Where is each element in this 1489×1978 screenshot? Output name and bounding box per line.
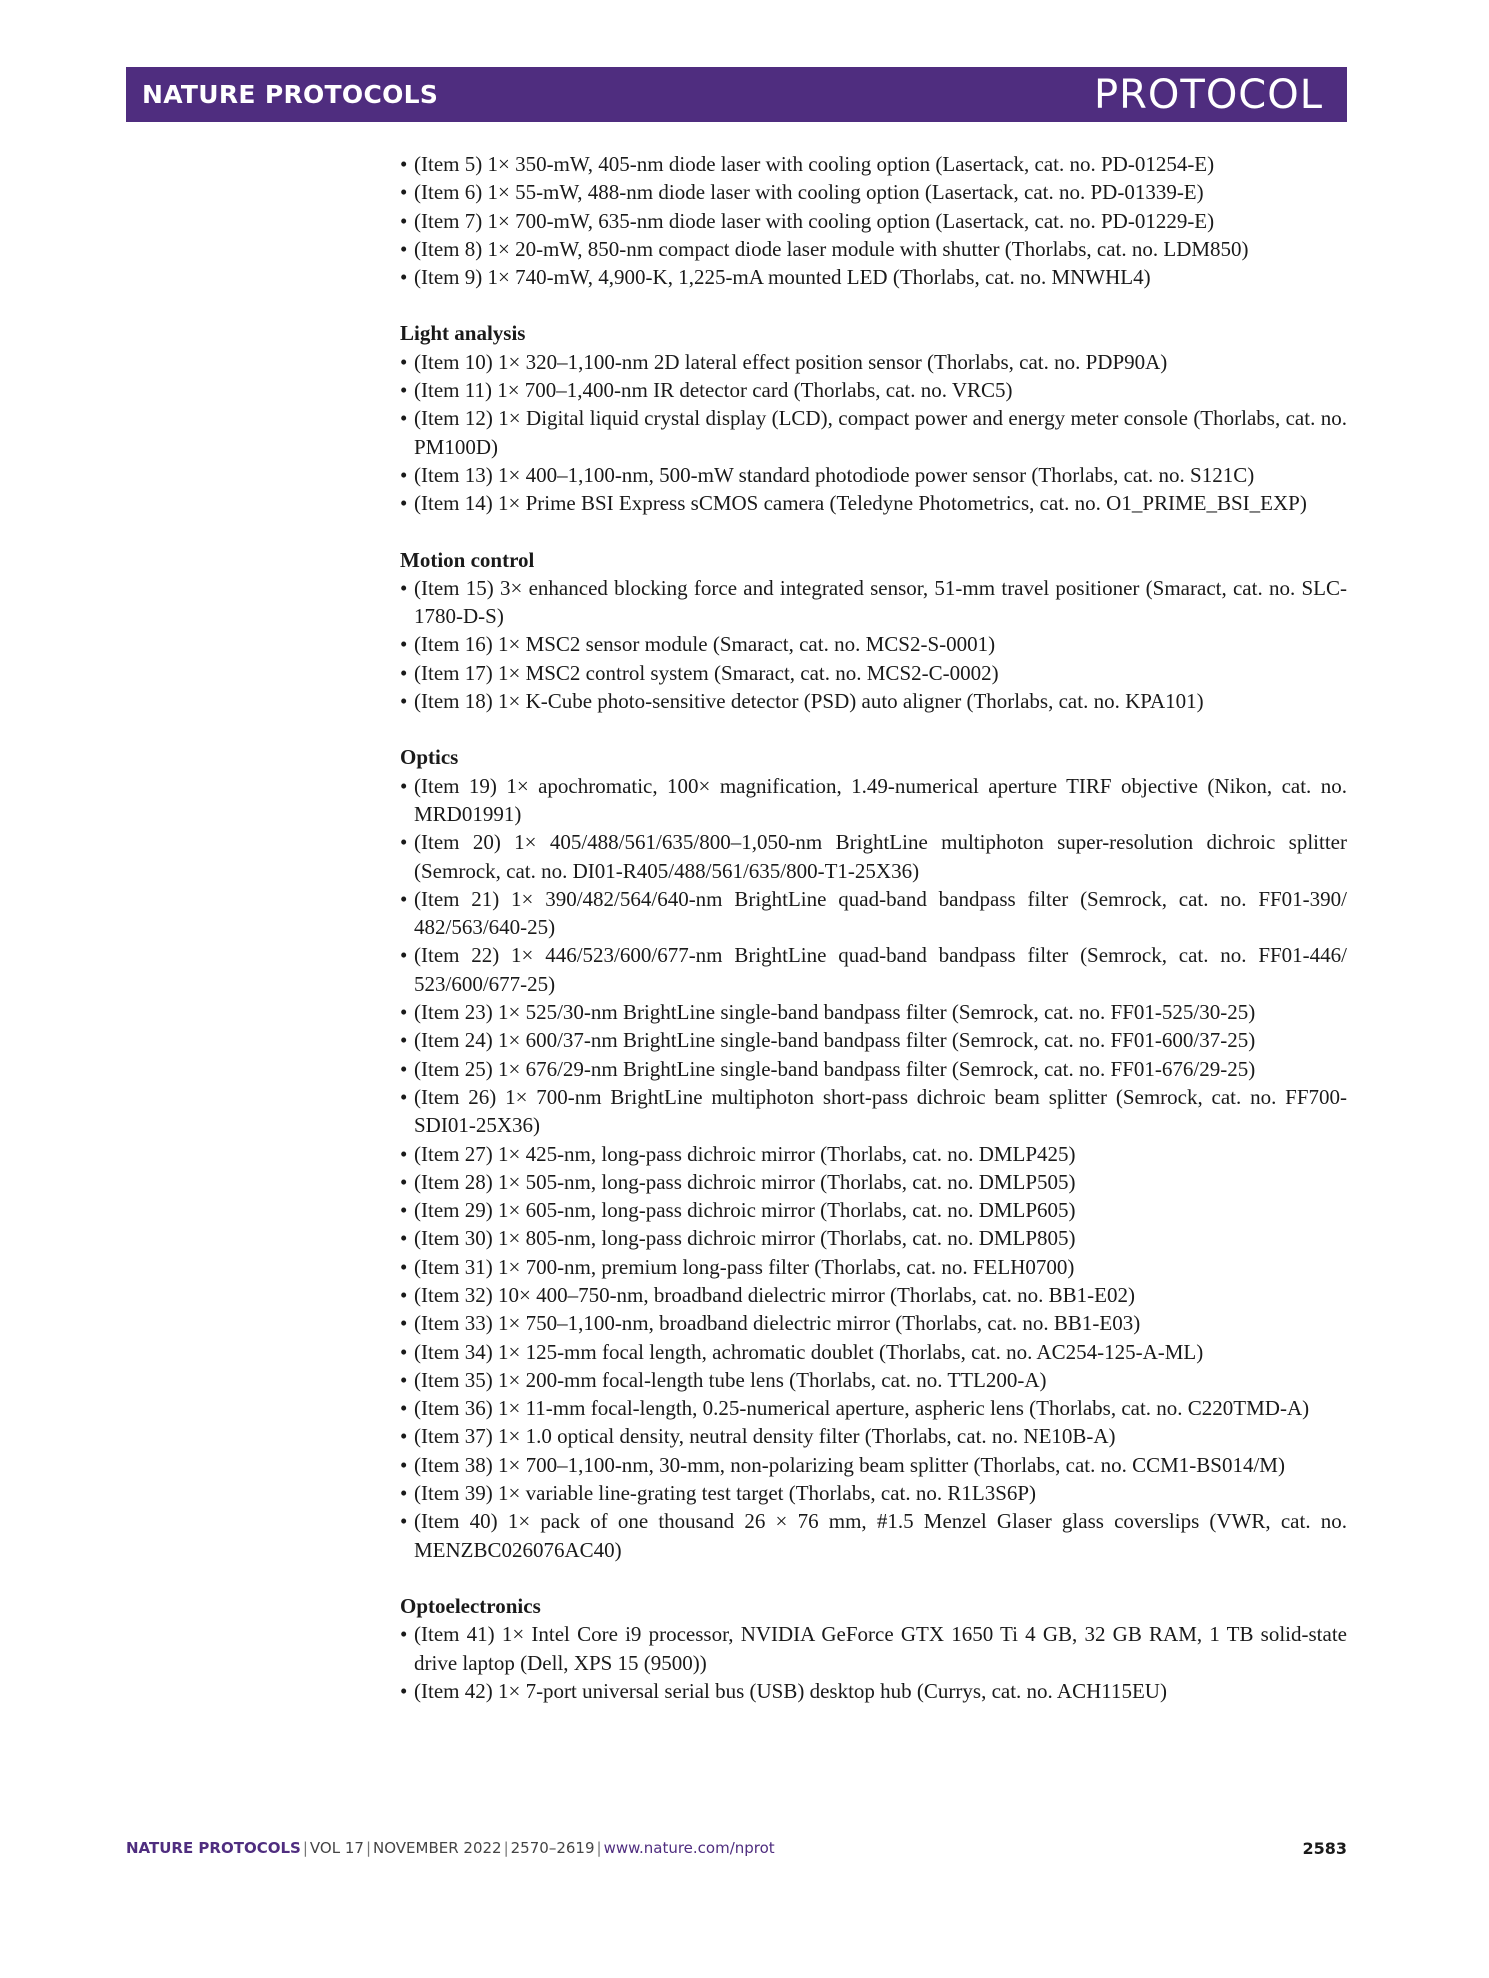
bullet-icon: •	[400, 1169, 408, 1194]
list-item	[400, 1281, 1347, 1309]
list-item	[400, 1309, 1347, 1337]
bullet-icon: •	[400, 1481, 408, 1506]
bullet-icon: •	[400, 660, 408, 685]
list-item	[400, 630, 1347, 658]
list-item	[400, 998, 1347, 1026]
bullet-icon: •	[400, 1198, 408, 1223]
list-item-text: (Item 30) 1× 805-nm, long-pass dichroic mirror (Thorlabs, cat. no. DMLP805)	[414, 1226, 1076, 1251]
list-item-text: (Item 12) 1× Digital liquid crystal display (LCD), compact power and energy meter console (Thorlabs, cat. no. PM100D)	[414, 406, 1347, 459]
footer-date: NOVEMBER 2022	[373, 1839, 502, 1857]
bullet-icon: •	[400, 1056, 408, 1081]
bullet-icon: •	[400, 1141, 408, 1166]
bullet-icon: •	[400, 491, 408, 516]
footer-volume: VOL 17	[309, 1839, 364, 1857]
list-item	[400, 461, 1347, 489]
materials-list	[400, 150, 1347, 1733]
list-item-text: (Item 6) 1× 55-mW, 488-nm diode laser with cooling option (Lasertack, cat. no. PD-01339-E)	[414, 180, 1204, 205]
list-item	[400, 404, 1347, 461]
list-item-text: (Item 7) 1× 700-mW, 635-nm diode laser with cooling option (Lasertack, cat. no. PD-01229-E)	[414, 208, 1215, 233]
list-item	[400, 1338, 1347, 1366]
list-item	[400, 885, 1347, 942]
list-item	[400, 150, 1347, 178]
list-item	[400, 1451, 1347, 1479]
list-item-text: (Item 24) 1× 600/37-nm BrightLine single-band bandpass filter (Semrock, cat. no. FF01-600/37-25)	[414, 1028, 1256, 1053]
section	[400, 546, 1347, 716]
list-item-text: (Item 40) 1× pack of one thousand 26 × 76 mm, #1.5 Menzel Glaser glass coverslips (VWR, cat. no. MENZBC026076AC40)	[414, 1509, 1347, 1562]
list-item	[400, 263, 1347, 291]
list-item	[400, 828, 1347, 885]
bullet-icon: •	[400, 265, 408, 290]
list-item-text: (Item 17) 1× MSC2 control system (Smaract, cat. no. MCS2-C-0002)	[414, 660, 999, 685]
bullet-icon: •	[400, 180, 408, 205]
list-item	[400, 1168, 1347, 1196]
bullet-icon: •	[400, 773, 408, 798]
list-item	[400, 1083, 1347, 1140]
list-item	[400, 348, 1347, 376]
list-item	[400, 1366, 1347, 1394]
list-item-text: (Item 33) 1× 750–1,100-nm, broadband dielectric mirror (Thorlabs, cat. no. BB1-E03)	[414, 1311, 1141, 1336]
bullet-icon: •	[400, 689, 408, 714]
list-item-text: (Item 15) 3× enhanced blocking force and integrated sensor, 51-mm travel positioner (Smaract, cat. no. SLC-1780-D-S)	[414, 575, 1347, 629]
bullet-icon: •	[400, 1678, 408, 1703]
list-item	[400, 1422, 1347, 1450]
section-title: Optoelectronics	[400, 1593, 541, 1618]
list-item	[400, 1196, 1347, 1224]
list-item-text: (Item 11) 1× 700–1,400-nm IR detector card (Thorlabs, cat. no. VRC5)	[414, 378, 1013, 403]
bullet-icon: •	[400, 1396, 408, 1421]
section	[400, 743, 1347, 1564]
list-item-text: (Item 38) 1× 700–1,100-nm, 30-mm, non-polarizing beam splitter (Thorlabs, cat. no. CCM1-BS014/M)	[414, 1452, 1285, 1477]
article-type: PROTOCOL	[1093, 72, 1323, 118]
list-item	[400, 1394, 1347, 1422]
list-item-text: (Item 27) 1× 425-nm, long-pass dichroic mirror (Thorlabs, cat. no. DMLP425)	[414, 1141, 1076, 1166]
list-item-text: (Item 8) 1× 20-mW, 850-nm compact diode laser module with shutter (Thorlabs, cat. no. LDM850)	[414, 236, 1249, 261]
list-item-text: (Item 42) 1× 7-port universal serial bus (USB) desktop hub (Currys, cat. no. ACH115EU)	[414, 1678, 1167, 1703]
list-item-text: (Item 25) 1× 676/29-nm BrightLine single-band bandpass filter (Semrock, cat. no. FF01-676/29-25)	[414, 1056, 1256, 1081]
section-title: Optics	[400, 745, 459, 770]
list-item	[400, 574, 1347, 631]
bullet-icon: •	[400, 462, 408, 487]
list-item	[400, 1055, 1347, 1083]
section	[400, 1592, 1347, 1705]
list-item-text: (Item 5) 1× 350-mW, 405-nm diode laser with cooling option (Lasertack, cat. no. PD-01254-E)	[414, 152, 1215, 176]
list-item-text: (Item 31) 1× 700-nm, premium long-pass filter (Thorlabs, cat. no. FELH0700)	[414, 1254, 1075, 1279]
list-item-text: (Item 29) 1× 605-nm, long-pass dichroic mirror (Thorlabs, cat. no. DMLP605)	[414, 1198, 1076, 1223]
list-item	[400, 376, 1347, 404]
list-item	[400, 235, 1347, 263]
list-item	[400, 687, 1347, 715]
list-item	[400, 1026, 1347, 1054]
list-item	[400, 178, 1347, 206]
list-item	[400, 1479, 1347, 1507]
list-item-text: (Item 23) 1× 525/30-nm BrightLine single-band bandpass filter (Semrock, cat. no. FF01-525/30-25)	[414, 1000, 1256, 1025]
bullet-icon: •	[400, 208, 408, 233]
bullet-icon: •	[400, 886, 408, 911]
section-title: Motion control	[400, 547, 535, 572]
bullet-icon: •	[400, 1282, 408, 1307]
list-item-text: (Item 35) 1× 200-mm focal-length tube lens (Thorlabs, cat. no. TTL200-A)	[414, 1367, 1047, 1392]
list-item-text: (Item 9) 1× 740-mW, 4,900-K, 1,225-mA mounted LED (Thorlabs, cat. no. MNWHL4)	[414, 265, 1151, 290]
bullet-icon: •	[400, 1424, 408, 1449]
list-item	[400, 489, 1347, 517]
section	[400, 319, 1347, 517]
list-item-text: (Item 26) 1× 700-nm BrightLine multiphoton short-pass dichroic beam splitter (Semrock, cat. no. FF700-SDI01-25X36)	[414, 1084, 1347, 1138]
page-header-bar	[126, 67, 1347, 122]
page-number: 2583	[1302, 1839, 1347, 1858]
bullet-icon: •	[400, 406, 408, 431]
list-item	[400, 659, 1347, 687]
list-item	[400, 772, 1347, 829]
list-item-text: (Item 18) 1× K-Cube photo-sensitive detector (PSD) auto aligner (Thorlabs, cat. no. KPA101)	[414, 689, 1204, 714]
list-item-text: (Item 21) 1× 390/482/564/640-nm BrightLine quad-band bandpass filter (Semrock, cat. no. FF01-390/ 482/563/640-25)	[414, 886, 1347, 940]
list-item-text: (Item 32) 10× 400–750-nm, broadband dielectric mirror (Thorlabs, cat. no. BB1-E02)	[414, 1282, 1135, 1307]
list-item	[400, 941, 1347, 998]
bullet-icon: •	[400, 1452, 408, 1477]
bullet-icon: •	[400, 1339, 408, 1364]
bullet-icon: •	[400, 1367, 408, 1392]
list-item-text: (Item 13) 1× 400–1,100-nm, 500-mW standard photodiode power sensor (Thorlabs, cat. no. S121C)	[414, 462, 1255, 487]
list-item-text: (Item 16) 1× MSC2 sensor module (Smaract, cat. no. MCS2-S-0001)	[414, 632, 996, 657]
footer-journal-name: NATURE PROTOCOLS	[126, 1839, 301, 1857]
list-item-text: (Item 39) 1× variable line-grating test target (Thorlabs, cat. no. R1L3S6P)	[414, 1481, 1037, 1506]
bullet-icon: •	[400, 632, 408, 657]
bullet-icon: •	[400, 236, 408, 261]
bullet-icon: •	[400, 830, 408, 855]
list-item-text: (Item 36) 1× 11-mm focal-length, 0.25-numerical aperture, aspheric lens (Thorlabs, cat. no. C220TMD-A)	[414, 1396, 1310, 1421]
list-item-text: (Item 22) 1× 446/523/600/677-nm BrightLine quad-band bandpass filter (Semrock, cat. no. FF01-446/ 523/600/677-25)	[414, 943, 1347, 996]
list-item	[400, 1224, 1347, 1252]
list-item-text: (Item 19) 1× apochromatic, 100× magnification, 1.49-numerical aperture TIRF objective (Nikon, cat. no. MRD01991)	[414, 773, 1347, 826]
list-item	[400, 1677, 1347, 1705]
bullet-icon: •	[400, 152, 408, 176]
bullet-icon: •	[400, 1084, 408, 1109]
section	[400, 150, 1347, 291]
footer-pages: 2570–2619	[510, 1839, 595, 1857]
list-item-text: (Item 34) 1× 125-mm focal length, achromatic doublet (Thorlabs, cat. no. AC254-125-A-ML)	[414, 1339, 1204, 1364]
bullet-icon: •	[400, 943, 408, 968]
footer-url-link[interactable]: www.nature.com/nprot	[603, 1839, 775, 1857]
list-item-text: (Item 28) 1× 505-nm, long-pass dichroic mirror (Thorlabs, cat. no. DMLP505)	[414, 1169, 1076, 1194]
list-item-text: (Item 14) 1× Prime BSI Express sCMOS camera (Teledyne Photometrics, cat. no. O1_PRIME_BSI_EXP)	[414, 491, 1307, 516]
list-item	[400, 1507, 1347, 1564]
bullet-icon: •	[400, 1028, 408, 1053]
list-item-text: (Item 10) 1× 320–1,100-nm 2D lateral effect position sensor (Thorlabs, cat. no. PDP90A)	[414, 349, 1168, 374]
journal-name: NATURE PROTOCOLS	[142, 80, 439, 109]
bullet-icon: •	[400, 1509, 408, 1534]
page-footer: NATURE PROTOCOLS | VOL 17 | NOVEMBER 2022 | 2570–2619 | www.nature.com/nprot 2583	[126, 1839, 1347, 1858]
bullet-icon: •	[400, 575, 408, 600]
bullet-icon: •	[400, 349, 408, 374]
list-item	[400, 1253, 1347, 1281]
bullet-icon: •	[400, 1622, 408, 1647]
bullet-icon: •	[400, 1254, 408, 1279]
list-item-text: (Item 20) 1× 405/488/561/635/800–1,050-nm BrightLine multiphoton super-resolution dichroic splitter (Semrock, cat. no. DI01-R405/488/561/635/800-T1-25X36)	[414, 830, 1347, 883]
list-item-text: (Item 41) 1× Intel Core i9 processor, NVIDIA GeForce GTX 1650 Ti 4 GB, 32 GB RAM, 1 TB solid-state drive laptop (Dell, XPS 15 (9500))	[414, 1622, 1347, 1675]
bullet-icon: •	[400, 1226, 408, 1251]
list-item	[400, 1620, 1347, 1677]
list-item	[400, 207, 1347, 235]
bullet-icon: •	[400, 1311, 408, 1336]
list-item	[400, 1140, 1347, 1168]
section-title: Light analysis	[400, 321, 526, 346]
list-item-text: (Item 37) 1× 1.0 optical density, neutral density filter (Thorlabs, cat. no. NE10B-A)	[414, 1424, 1116, 1449]
bullet-icon: •	[400, 378, 408, 403]
bullet-icon: •	[400, 1000, 408, 1025]
